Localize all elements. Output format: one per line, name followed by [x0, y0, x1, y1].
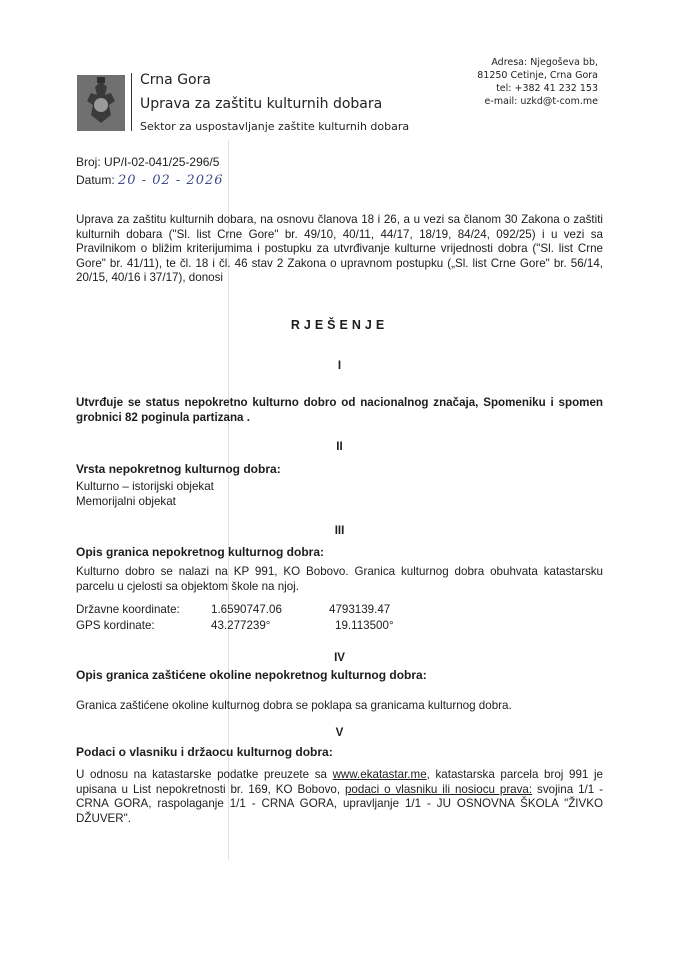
country-name: Crna Gora: [140, 72, 211, 88]
address-block: [477, 56, 598, 108]
sector-name: Sektor za uspostavljanje zaštite kulturnih dobara: [140, 120, 410, 133]
broj-value: UP/I-02-041/25-296/5: [104, 155, 220, 169]
gps-coords-label: GPS kordinate:: [76, 619, 155, 632]
address-phone: tel: +382 41 232 153: [496, 83, 598, 94]
gps-coords-lon: 19.113500°: [335, 619, 394, 632]
type-line-1: Kulturno – istorijski objekat: [76, 480, 214, 493]
datum-label: Datum:: [76, 173, 115, 187]
address-email: e-mail: uzkd@t-com.me: [484, 96, 598, 107]
intro-paragraph: Uprava za zaštitu kulturnih dobara, na osnovu članova 18 i 26, a u vezi sa članom 30 Zakona o zaštiti kulturnih dobara ("Sl. list Crne Gore" br. 49/10, 40/11, 44/17, 18/19, 84/24, 092/25) i u vezi sa Pravilnikom o bližim kriterijumima i postupku za utvrđivanje kulturne vrijednosti dobra ("Sl. list Crne Gore" br. 41/11), te čl. 18 i čl. 46 stav 2 Zakona o upravnom postupku („Sl. list Crne Gore" br. 56/14, 20/15, 40/16 i 37/17), donosi: [76, 213, 603, 285]
protected-zone-text: Granica zaštićene okoline kulturnog dobra se poklapa sa granicama kulturnog dobra.: [76, 699, 512, 712]
heading-protected-zone: Opis granica zaštićene okoline nepokretnog kulturnog dobra:: [76, 668, 427, 682]
type-line-2: Memorijalni objekat: [76, 495, 176, 508]
header-divider: [131, 73, 132, 131]
document-number: [76, 155, 219, 169]
document-date: [76, 173, 224, 188]
decision-statement: Utvrđuje se status nepokretno kulturno dobro od nacionalnog značaja, Spomeniku i spomen grobnici 82 poginula partizana .: [76, 396, 603, 424]
section-numeral-4: IV: [334, 652, 345, 664]
document-title: RJEŠENJE: [290, 318, 389, 332]
boundaries-text: Kulturno dobro se nalazi na KP 991, KO Bobovo. Granica kulturnog dobra obuhvata katastarsku parcelu u cjelosti sa objektom škole na njoj.: [76, 565, 603, 593]
section-numeral-3: III: [334, 525, 345, 537]
owner-data-underlined: podaci o vlasniku ili nosiocu prava:: [344, 782, 533, 796]
state-coords-x: 1.6590747.06: [211, 603, 282, 616]
section-numeral-2: II: [336, 441, 343, 453]
section-numeral-1: I: [337, 360, 342, 372]
section-numeral-5: V: [335, 727, 344, 739]
heading-owner: Podaci o vlasniku i držaocu kulturnog dobra:: [76, 745, 333, 759]
gps-coords-lat: 43.277239°: [211, 619, 271, 632]
address-line: Adresa: Njegoševa bb,: [491, 57, 598, 68]
heading-boundaries: Opis granica nepokretnog kulturnog dobra:: [76, 545, 325, 559]
datum-value-handwritten: 20 - 02 - 2026: [118, 173, 224, 188]
broj-label: Broj:: [76, 155, 101, 169]
state-coords-y: 4793139.47: [329, 603, 391, 616]
coat-of-arms-icon: [77, 75, 125, 131]
ekatastar-link[interactable]: www.ekatastar.me: [332, 768, 427, 781]
address-city: 81250 Cetinje, Crna Gora: [477, 70, 598, 81]
heading-type: Vrsta nepokretnog kulturnog dobra:: [76, 462, 281, 476]
state-coords-label: Državne koordinate:: [76, 603, 180, 616]
owner-paragraph: U odnosu na katastarske podatke preuzete sa www.ekatastar.me, katastarska parcela broj 991 je upisana u List nepokretnosti br. 169, KO Bobovo, podaci o vlasniku ili nosiocu prava: svojina 1/1 - CRNA GORA, raspolaganje 1/1 - CRNA GORA, upravljanje 1/1 - JU OSNOVNA ŠKOLA "ŽIVKO DŽUVER".: [76, 768, 603, 825]
institution-name: Uprava za zaštitu kulturnih dobara: [140, 96, 383, 112]
